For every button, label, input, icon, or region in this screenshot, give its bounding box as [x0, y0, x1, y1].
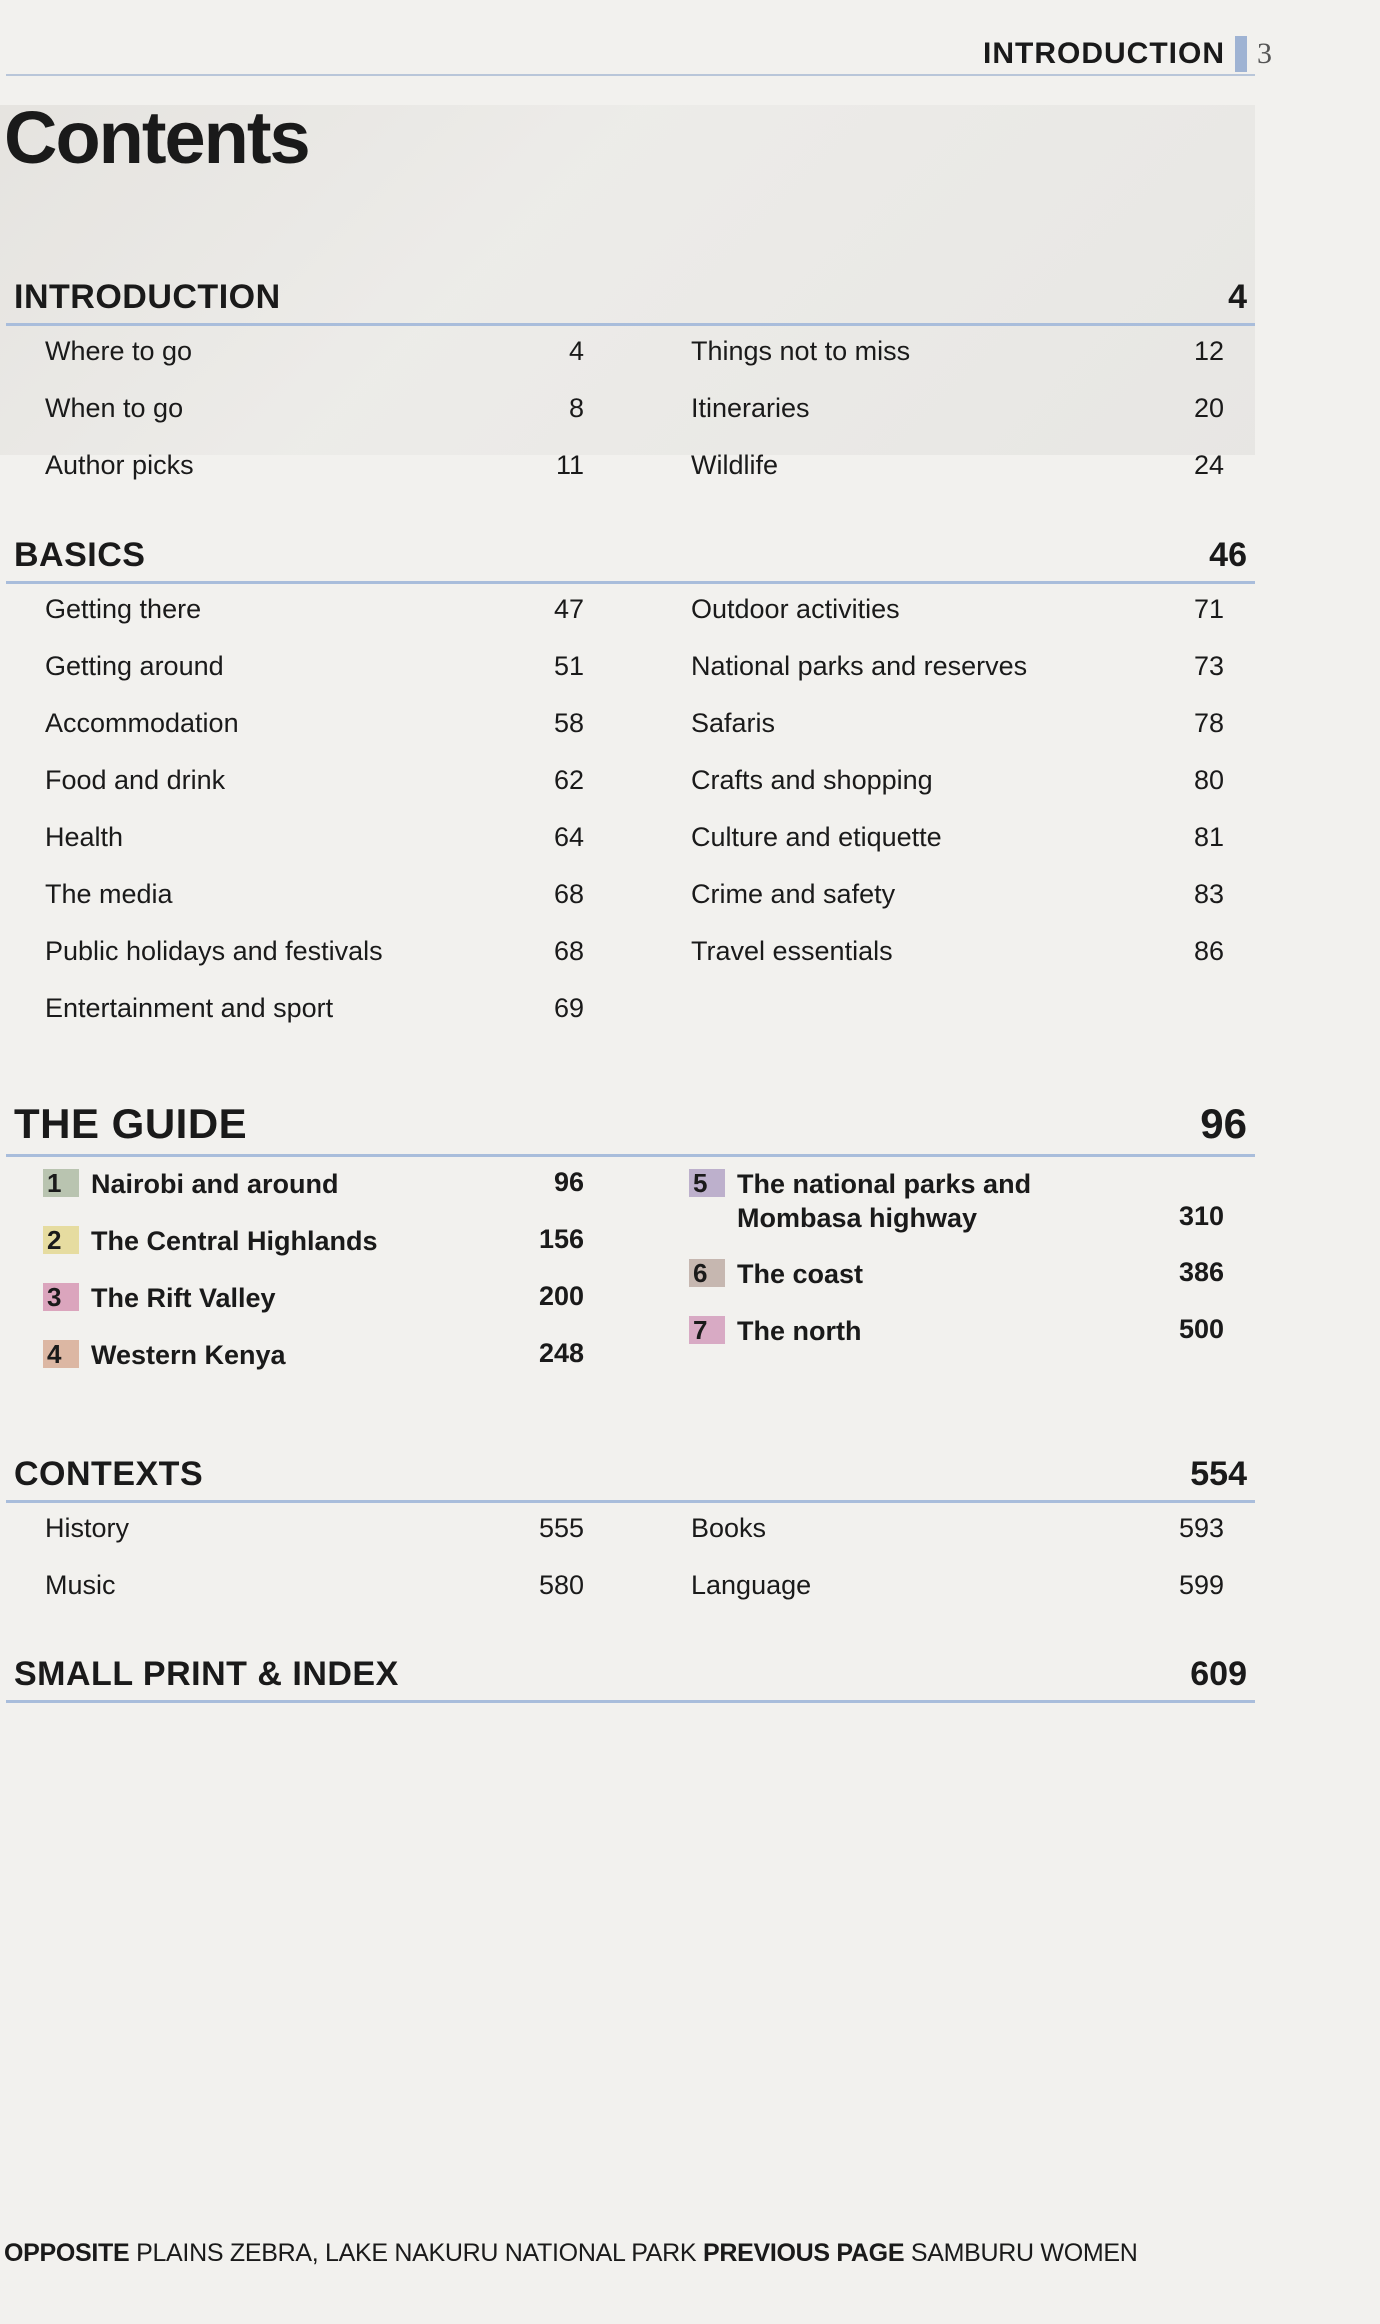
- toc-entry[interactable]: Entertainment and sport 69: [45, 993, 584, 1023]
- chapter-entry[interactable]: 3 The Rift Valley 200: [6, 1271, 646, 1328]
- chapter-number-badge: 2: [43, 1226, 79, 1254]
- toc-entry[interactable]: Things not to miss 12: [691, 336, 1224, 366]
- section-small-print: [6, 1655, 1255, 1703]
- running-head-bar: [1235, 36, 1247, 72]
- running-head-title: INTRODUCTION: [983, 37, 1225, 70]
- chapter-number-badge: 3: [43, 1283, 79, 1311]
- chapter-entry[interactable]: 7 The north 500: [646, 1304, 1252, 1361]
- section-introduction: [6, 278, 1255, 497]
- top-rule: [6, 74, 1255, 76]
- section-title: BASICS: [14, 536, 146, 574]
- toc-entry[interactable]: National parks and reserves 73: [691, 651, 1224, 681]
- chapter-number-badge: 7: [689, 1316, 725, 1344]
- section-page: 609: [1190, 1655, 1247, 1693]
- chapter-entry[interactable]: 6 The coast 386: [646, 1247, 1252, 1304]
- section-header[interactable]: [6, 536, 1255, 584]
- page-title: Contents: [4, 96, 309, 179]
- section-basics: [6, 536, 1255, 1040]
- chapter-entry[interactable]: 4 Western Kenya 248: [6, 1328, 646, 1385]
- toc-entry[interactable]: Food and drink 62: [45, 765, 584, 795]
- section-header[interactable]: [6, 1100, 1255, 1157]
- toc-entry[interactable]: Safaris 78: [691, 708, 1224, 738]
- toc-entry[interactable]: Where to go 4: [45, 336, 584, 366]
- toc-entry[interactable]: Public holidays and festivals 68: [45, 936, 584, 966]
- section-page: 554: [1190, 1455, 1247, 1493]
- toc-entry[interactable]: The media 68: [45, 879, 584, 909]
- section-title: SMALL PRINT & INDEX: [14, 1655, 399, 1693]
- toc-entry[interactable]: Travel essentials 86: [691, 936, 1224, 966]
- section-page: 46: [1209, 536, 1247, 574]
- toc-entry[interactable]: Crafts and shopping 80: [691, 765, 1224, 795]
- chapter-entry[interactable]: 1 Nairobi and around 96: [6, 1157, 646, 1214]
- toc-entry[interactable]: Itineraries 20: [691, 393, 1224, 423]
- toc-entry[interactable]: Author picks 11: [45, 450, 584, 480]
- toc-entry[interactable]: Language 599: [691, 1570, 1224, 1600]
- chapter-number-badge: 5: [689, 1169, 725, 1197]
- section-header[interactable]: [6, 278, 1255, 326]
- section-header[interactable]: [6, 1655, 1255, 1703]
- section-title: THE GUIDE: [14, 1100, 248, 1147]
- chapter-number-badge: 1: [43, 1169, 79, 1197]
- toc-entry[interactable]: Culture and etiquette 81: [691, 822, 1224, 852]
- toc-entry[interactable]: Outdoor activities 71: [691, 594, 1224, 624]
- toc-entry[interactable]: History 555: [45, 1513, 584, 1543]
- chapter-entry[interactable]: 5 The national parks and Mombasa highway 310: [646, 1157, 1252, 1247]
- section-page: 4: [1228, 278, 1247, 316]
- section-header[interactable]: [6, 1455, 1255, 1503]
- section-contexts: [6, 1455, 1255, 1617]
- toc-entry[interactable]: Books 593: [691, 1513, 1224, 1543]
- toc-entry[interactable]: Wildlife 24: [691, 450, 1224, 480]
- toc-entry[interactable]: Health 64: [45, 822, 584, 852]
- toc-entry[interactable]: Crime and safety 83: [691, 879, 1224, 909]
- photo-caption: OPPOSITE PLAINS ZEBRA, LAKE NAKURU NATIONAL PARK PREVIOUS PAGE SAMBURU WOMEN: [4, 2239, 1138, 2267]
- section-page: 96: [1200, 1100, 1247, 1147]
- toc-entry[interactable]: Accommodation 58: [45, 708, 584, 738]
- page-number: 3: [1257, 37, 1272, 70]
- chapter-number-badge: 4: [43, 1340, 79, 1368]
- section-the-guide: [6, 1100, 1255, 1385]
- chapter-number-badge: 6: [689, 1259, 725, 1287]
- toc-entry[interactable]: Getting there 47: [45, 594, 584, 624]
- toc-entry[interactable]: Getting around 51: [45, 651, 584, 681]
- section-title: INTRODUCTION: [14, 278, 281, 316]
- chapter-entry[interactable]: 2 The Central Highlands 156: [6, 1214, 646, 1271]
- section-title: CONTEXTS: [14, 1455, 204, 1493]
- toc-entry[interactable]: Music 580: [45, 1570, 584, 1600]
- toc-entry[interactable]: When to go 8: [45, 393, 584, 423]
- running-head: [983, 36, 1272, 72]
